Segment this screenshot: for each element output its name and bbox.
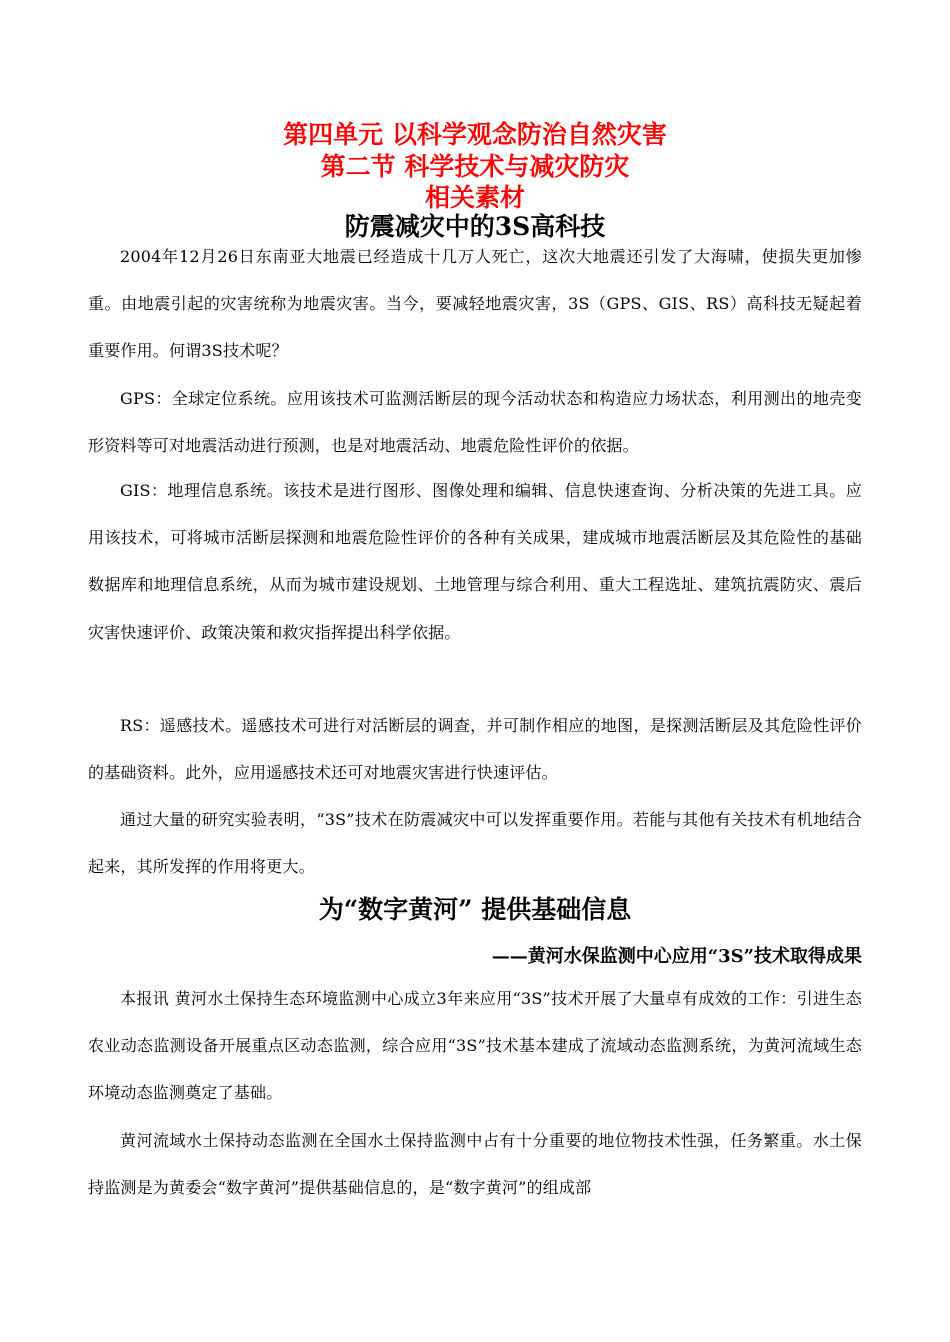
article1-paragraph-2: GPS：全球定位系统。应用该技术可监测活断层的现今活动状态和构造应力场状态，利用测出的地壳变形资料等可对地震活动进行预测，也是对地震活动、地震危险性评价的依据。 — [88, 389, 862, 456]
article1-paragraph-1: 2004年12月26日东南亚大地震已经造成十几万人死亡，这次大地震还引发了大海啸，使损失更加惨重。由地震引起的灾害统称为地震灾害。当今，要减轻地震灾害，3S（GPS、GIS、RS）高科技无疑起着重要作用。何谓3S技术呢？ — [88, 247, 862, 361]
article2-paragraph-1: 本报讯 黄河水土保持生态环境监测中心成立3年来应用“3S”技术开展了大量卓有成效的工作：引进生态农业动态监测设备开展重点区动态监测，综合应用“3S”技术基本建成了流域动态监测系统，为黄河流域生态环境动态监测奠定了基础。 — [88, 989, 862, 1103]
article1-paragraph-5: 通过大量的研究实验表明，“3S”技术在防震减灾中可以发挥重要作用。若能与其他有关技术有机地结合起来，其所发挥的作用将更大。 — [88, 810, 862, 877]
article2-paragraph-2: 黄河流域水土保持动态监测在全国水土保持监测中占有十分重要的地位物技术性强，任务繁重。水土保持监测是为黄委会“数字黄河”提供基础信息的，是“数字黄河”的组成部 — [88, 1131, 862, 1198]
materials-heading: 相关素材 — [424, 183, 525, 212]
article2-subtitle: ——黄河水保监测中心应用“3S”技术取得成果 — [491, 946, 862, 967]
article2-title: 为“数字黄河” 提供基础信息 — [318, 895, 632, 924]
section-heading: 第二节 科学技术与减灾防灾 — [320, 152, 630, 181]
unit-heading: 第四单元 以科学观念防治自然灾害 — [283, 120, 667, 149]
article1-title: 防震减灾中的3S高科技 — [344, 212, 606, 241]
article1-paragraph-4: RS：遥感技术。遥感技术可进行对活断层的调查，并可制作相应的地图，是探测活断层及其危险性评价的基础资料。此外，应用遥感技术还可对地震灾害进行快速评估。 — [88, 716, 862, 783]
article1-paragraph-3: GIS：地理信息系统。该技术是进行图形、图像处理和编辑、信息快速查询、分析决策的先进工具。应用该技术，可将城市活断层探测和地震危险性评价的各种有关成果，建成城市地震活断层及其危险性的基础数据库和地理信息系统，从而为城市建设规划、土地管理与综合利用、重大工程选址、建筑抗震防灾、震后灾害快速评价、政策决策和救灾指挥提出科学依据。 — [88, 481, 862, 642]
